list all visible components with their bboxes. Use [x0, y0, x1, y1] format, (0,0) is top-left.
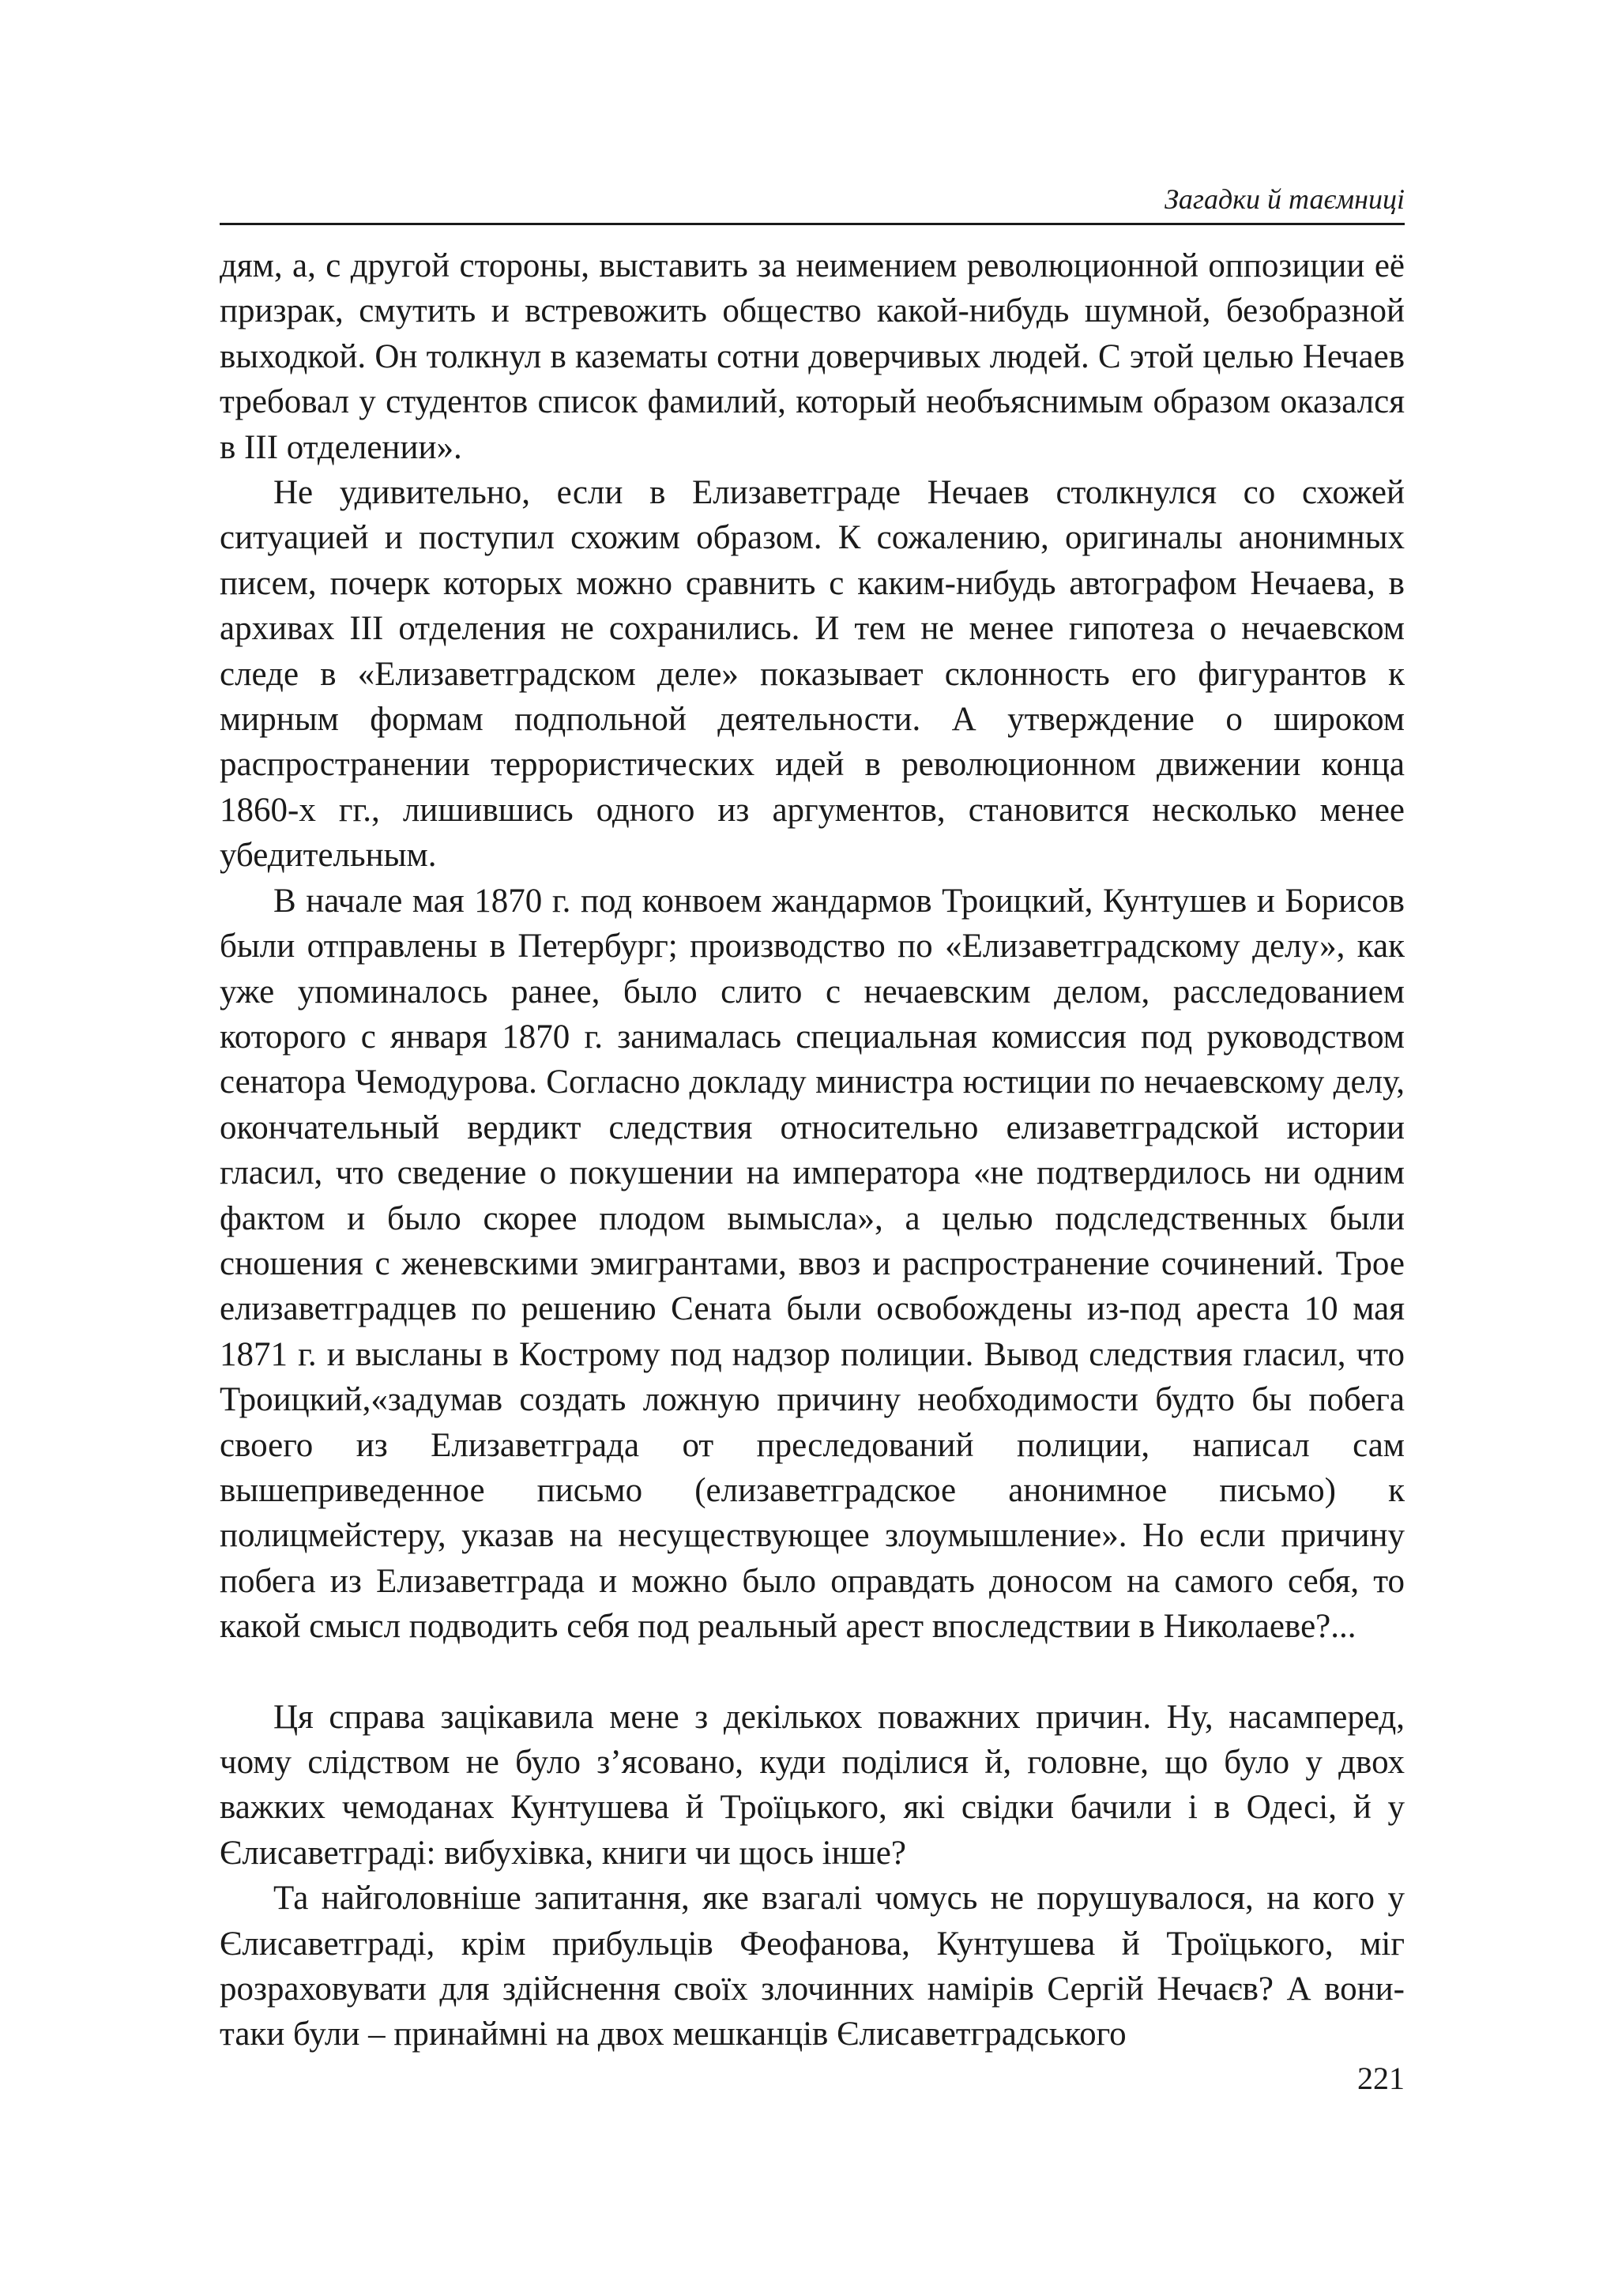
paragraph: Не удивительно, если в Елизаветграде Нечаев столкнулся со схожей ситуацией и поступил схожим образом. К сожалению, оригиналы анонимных писем, почерк которых можно сравнить с каким-нибудь автографом Нечаева, в архивах III отделения не сохранились. И тем не менее гипотеза о нечаевском следе в «Елизаветградском деле» показывает склонность его фигурантов к мирным формам подпольной деятельности. А утверждение о широком распространении террористических идей в революционном движении конца 1860-х гг., лишившись одного из аргументов, становится несколько менее убедительным. — [220, 474, 1405, 875]
header-rule — [220, 223, 1405, 225]
running-head: Загадки й таємниці — [1165, 183, 1405, 215]
paragraph-final: Та найголовніше запитання, яке взагалі чомусь не порушувалося, на кого у Єлисаветграді, крім прибульців Феофанова, Кунтушева й Троїцького, міг розраховувати для здійснення своїх злочинних намірів Сергій Нечаєв? А вони-таки були – принаймні на двох мешканців Єлисаветградського — [220, 1880, 1405, 2053]
paragraph-section-start: Ця справа зацікавила мене з декількох поважних причин. Ну, насамперед, чому слідством не було з’ясовано, куди поділися й, головне, що було у двох важких чемоданах Кунтушева й Троїцького, які свідки бачили і в Одесі, й у Єлисаветграді: вибухівка, книги чи щось інше? — [220, 1698, 1405, 1872]
page-number: 221 — [1357, 2061, 1405, 2096]
body-text — [220, 243, 1405, 2057]
paragraph: В начале мая 1870 г. под конвоем жандармов Троицкий, Кунтушев и Борисов были отправлены в Петербург; производство по «Елизаветградскому делу», как уже упоминалось ранее, было слито с нечаевским делом, расследованием которого с января 1870 г. занималась специальная комиссия под руководством сенатора Чемодурова. Согласно докладу министра юстиции по нечаевскому делу, окончательный вердикт следствия относительно елизаветградской истории гласил, что сведение о покушении на императора «не подтвердилось ни одним фактом и было скорее плодом вымысла», а целью подследственных были сношения с женевскими эмигрантами, ввоз и распространение сочинений. Трое елизаветградцев по решению Сената были освобождены из-под ареста 10 мая 1871 г. и высланы в Кострому под надзор полиции. Вывод следствия гласил, что Троицкий,«задумав создать ложную причину необходимости будто бы побега своего из Елизаветграда от преследований полиции, написал сам вышеприведенное письмо (елизаветградское анонимное письмо) к полицмейстеру, указав на несуществующее злоумышление». Но если причину побега из Елизаветграда и можно было оправдать доносом на самого себя, то какой смысл подводить себя под реальный арест впоследствии в Николаеве?... — [220, 882, 1405, 1646]
paragraph-continued: дям, а, с другой стороны, выставить за неимением революционной оппозиции её призрак, смутить и встревожить общество какой-нибудь шумной, безобразной выходкой. Он толкнул в казематы сотни доверчивых людей. С этой целью Нечаев требовал у студентов список фамилий, который необъяснимым образом оказался в III отделении». — [220, 247, 1405, 466]
